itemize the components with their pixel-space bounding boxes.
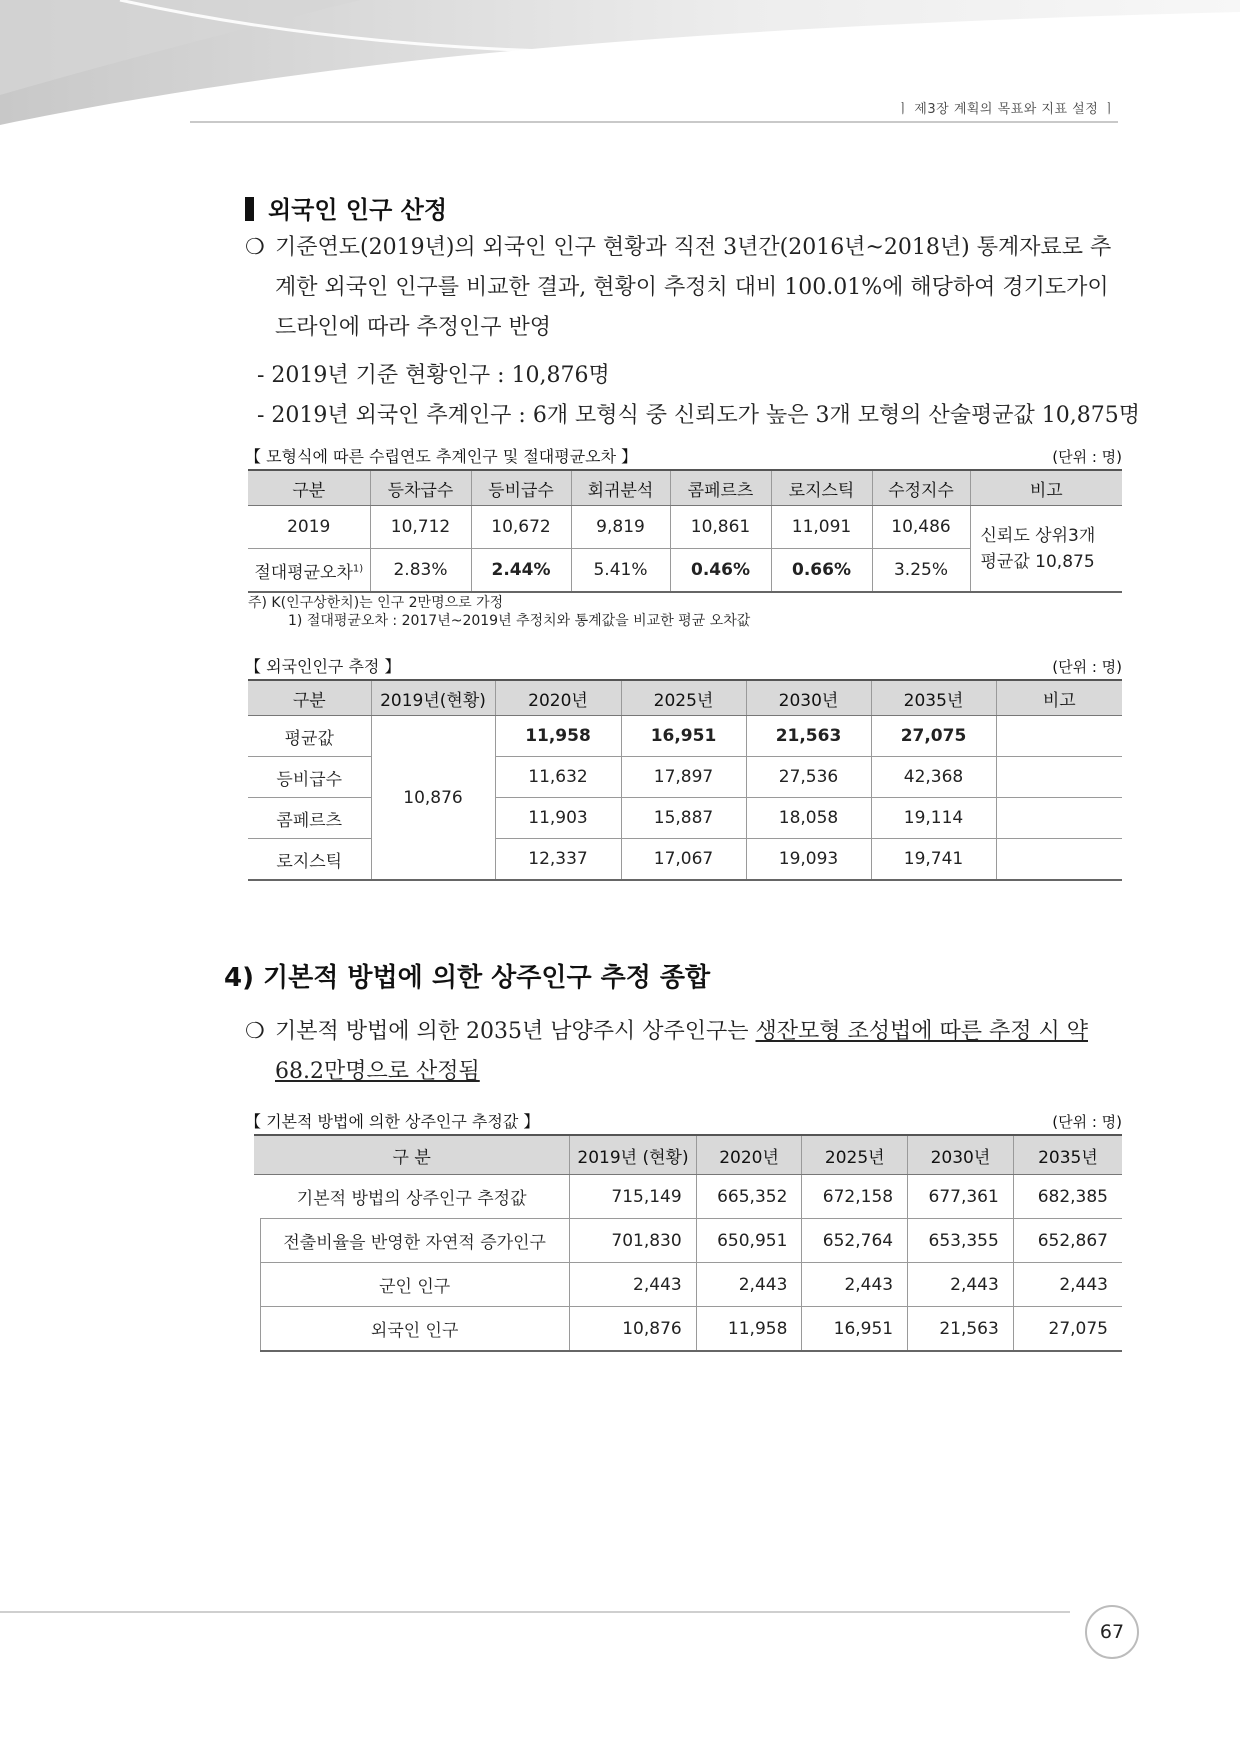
table-cell: 11,958 xyxy=(696,1307,802,1352)
remark-cell xyxy=(996,798,1122,839)
header-cell: 2020년 xyxy=(495,680,621,716)
table-cell: 682,385 xyxy=(1013,1175,1122,1219)
table-cell: 10,672 xyxy=(471,506,571,549)
paragraph-resident-population xyxy=(245,1012,1125,1092)
table3-caption: 【 기본적 방법에 의한 상주인구 추정값 】 xyxy=(245,1112,540,1131)
table-cell: 10,712 xyxy=(370,506,471,549)
table-row xyxy=(254,1219,1122,1263)
table-cell: 650,951 xyxy=(696,1219,802,1263)
table-cell: 11,632 xyxy=(495,757,621,798)
table-cell: 701,830 xyxy=(570,1219,696,1263)
table-cell: 19,093 xyxy=(746,839,871,881)
heading-bar-icon xyxy=(245,197,254,221)
remark-cell xyxy=(996,716,1122,757)
table-cell: 2,443 xyxy=(1013,1263,1122,1307)
table-cell: 715,149 xyxy=(570,1175,696,1219)
table-cell: 3.25% xyxy=(872,549,970,593)
remark-cell xyxy=(996,757,1122,798)
dash-item-estimated-population: - 2019년 외국인 추계인구 : 6개 모형식 중 신뢰도가 높은 3개 모형의 산술평균값 10,875명 xyxy=(257,403,1141,428)
header-cell: 로지스틱 xyxy=(771,470,872,506)
header-cell: 2035년 xyxy=(1013,1135,1122,1175)
table-model-estimates xyxy=(248,469,1122,593)
table-cell: 653,355 xyxy=(908,1219,1014,1263)
table-cell: 11,903 xyxy=(495,798,621,839)
table-cell: 18,058 xyxy=(746,798,871,839)
table-cell: 652,867 xyxy=(1013,1219,1122,1263)
table-foreign-population xyxy=(248,679,1122,881)
header-cell: 콤페르츠 xyxy=(670,470,771,506)
row-label: 기본적 방법의 상주인구 추정값 xyxy=(254,1175,570,1219)
paragraph-text: 기준연도(2019년)의 외국인 인구 현황과 직전 3년간(2016년~2018년) 통계자료로 추계한 외국인 인구를 비교한 결과, 현황이 추정치 대비 100.01%에 해당하여 경기도가이드라인에 따라 추정인구 반영 xyxy=(275,235,1112,340)
header-cell: 등비급수 xyxy=(471,470,571,506)
row-label: 절대평균오차$^{1)}$ xyxy=(248,549,370,593)
remark-cell: 신뢰도 상위3개 평균값 10,875 xyxy=(970,506,1122,593)
row-label: 등비급수 xyxy=(248,757,371,798)
header-cell: 비고 xyxy=(996,680,1122,716)
header-swoosh-decoration xyxy=(0,0,1240,140)
table-cell: 2.83% xyxy=(370,549,471,593)
table-row xyxy=(248,716,1122,757)
table-cell: 27,075 xyxy=(1013,1307,1122,1352)
row-label: 로지스틱 xyxy=(248,839,371,881)
table-cell: 21,563 xyxy=(908,1307,1014,1352)
table-cell: 665,352 xyxy=(696,1175,802,1219)
table1-unit: (단위 : 명) xyxy=(1052,448,1122,466)
row-label: 2019 xyxy=(248,506,370,549)
table-row xyxy=(254,1307,1122,1352)
table-cell: 2,443 xyxy=(696,1263,802,1307)
table-cell: 9,819 xyxy=(571,506,670,549)
table-cell: 2,443 xyxy=(570,1263,696,1307)
table3-unit: (단위 : 명) xyxy=(1052,1113,1122,1131)
table-cell: 2,443 xyxy=(908,1263,1014,1307)
row-label: 외국인 인구 xyxy=(254,1307,570,1352)
table-cell: 2,443 xyxy=(802,1263,908,1307)
bullet-circle-icon: ❍ xyxy=(245,235,265,260)
table-cell: 11,091 xyxy=(771,506,872,549)
table-cell: 15,887 xyxy=(621,798,746,839)
table-header-row xyxy=(254,1135,1122,1175)
header-cell: 수정지수 xyxy=(872,470,970,506)
row-label: 전출비율을 반영한 자연적 증가인구 xyxy=(254,1219,570,1263)
table1-caption: 【 모형식에 따른 수립연도 추계인구 및 절대평균오차 】 xyxy=(245,447,638,466)
header-cell: 2030년 xyxy=(746,680,871,716)
table-row xyxy=(254,1263,1122,1307)
table2-caption: 【 외국인인구 추정 】 xyxy=(245,657,401,676)
table1-note: 주) K(인구상한치)는 인구 2만명으로 가정 xyxy=(248,595,504,611)
header-cell: 구 분 xyxy=(254,1135,570,1175)
footer-rule xyxy=(0,1611,1070,1613)
table-cell: 2.44% xyxy=(471,549,571,593)
header-cell: 비고 xyxy=(970,470,1122,506)
table-resident-population xyxy=(248,1134,1122,1352)
table-cell: 19,741 xyxy=(871,839,996,881)
table-cell: 672,158 xyxy=(802,1175,908,1219)
table-cell: 0.46% xyxy=(670,549,771,593)
header-cell: 등차급수 xyxy=(370,470,471,506)
table-cell: 42,368 xyxy=(871,757,996,798)
table-cell: 16,951 xyxy=(802,1307,908,1352)
header-cell: 2019년 (현황) xyxy=(570,1135,696,1175)
table-cell: 27,536 xyxy=(746,757,871,798)
chapter-label: ㅣ 제3장 계획의 목표와 지표 설정 ㅣ xyxy=(896,102,1116,117)
section-heading: 외국인 인구 산정 xyxy=(245,190,447,225)
table2-unit: (단위 : 명) xyxy=(1052,658,1122,676)
table-cell: 27,075 xyxy=(871,716,996,757)
header-cell: 회귀분석 xyxy=(571,470,670,506)
dash-item-current-population: - 2019년 기준 현황인구 : 10,876명 xyxy=(257,363,610,388)
remark-cell xyxy=(996,839,1122,881)
table-cell: 652,764 xyxy=(802,1219,908,1263)
paragraph-population-method xyxy=(245,228,1125,348)
base-population-cell: 10,876 xyxy=(371,716,495,881)
header-cell: 구분 xyxy=(248,680,371,716)
table-cell: 19,114 xyxy=(871,798,996,839)
table-cell: 10,861 xyxy=(670,506,771,549)
section4-heading: 4) 기본적 방법에 의한 상주인구 추정 종합 xyxy=(224,963,711,993)
table-cell: 11,958 xyxy=(495,716,621,757)
table-row xyxy=(248,506,1122,549)
header-cell: 2020년 xyxy=(696,1135,802,1175)
paragraph-text: 기본적 방법에 의한 2035년 남양주시 상주인구는 xyxy=(275,1019,756,1044)
table-row xyxy=(254,1175,1122,1219)
header-cell: 2035년 xyxy=(871,680,996,716)
table-cell: 12,337 xyxy=(495,839,621,881)
table-cell: 21,563 xyxy=(746,716,871,757)
table-cell: 0.66% xyxy=(771,549,872,593)
table-header-row xyxy=(248,470,1122,506)
underlined-text: 생잔모형 조성법에 따른 추정 시 약 68.2만명으로 산정됨 xyxy=(275,1019,1088,1084)
table-cell: 16,951 xyxy=(621,716,746,757)
header-cell: 2030년 xyxy=(908,1135,1014,1175)
table-cell: 17,067 xyxy=(621,839,746,881)
bullet-circle-icon: ❍ xyxy=(245,1019,265,1044)
page-number: 67 xyxy=(1085,1605,1139,1659)
row-label: 평균값 xyxy=(248,716,371,757)
table1-footnote: 1) 절대평균오차 : 2017년~2019년 추정치와 통계값을 비교한 평균 오차값 xyxy=(288,613,751,629)
row-label: 군인 인구 xyxy=(254,1263,570,1307)
table-cell: 10,486 xyxy=(872,506,970,549)
table-header-row xyxy=(248,680,1122,716)
table-cell: 10,876 xyxy=(570,1307,696,1352)
header-rule xyxy=(190,121,1118,123)
table-cell: 5.41% xyxy=(571,549,670,593)
row-label: 콤페르츠 xyxy=(248,798,371,839)
header-cell: 2019년(현황) xyxy=(371,680,495,716)
header-cell: 2025년 xyxy=(802,1135,908,1175)
table-cell: 677,361 xyxy=(908,1175,1014,1219)
header-cell: 2025년 xyxy=(621,680,746,716)
header-cell: 구분 xyxy=(248,470,370,506)
table-cell: 17,897 xyxy=(621,757,746,798)
